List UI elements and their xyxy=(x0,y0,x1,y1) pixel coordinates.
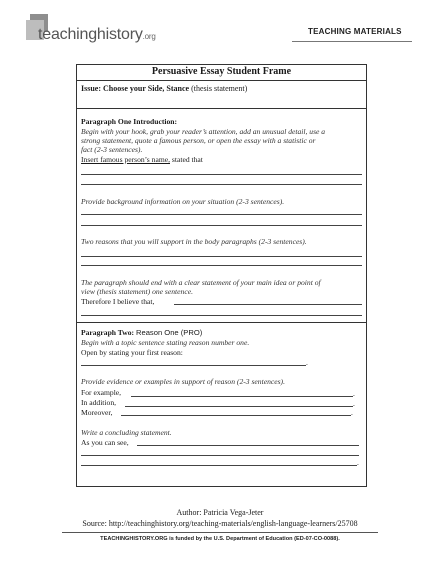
line-end-period: . xyxy=(353,399,355,408)
hook-instruction-line: Begin with your hook, grab your reader’s attention, add an unusual detail, use a xyxy=(81,127,326,136)
issue-row xyxy=(76,81,367,109)
answer-line[interactable] xyxy=(121,415,351,416)
line-end-period: . xyxy=(351,408,353,417)
source-link[interactable]: Source: http://teachinghistory.org/teaching-materials/english-language-learners/25708 xyxy=(82,519,358,528)
footer-divider xyxy=(62,532,378,533)
answer-line[interactable] xyxy=(131,396,353,397)
answer-line[interactable] xyxy=(125,406,353,407)
answer-line[interactable] xyxy=(81,455,359,456)
worksheet-title: Persuasive Essay Student Frame xyxy=(76,64,367,81)
answer-line[interactable] xyxy=(137,445,359,446)
in-addition-prompt: In addition, xyxy=(81,398,117,407)
answer-line[interactable] xyxy=(81,256,362,257)
answer-line[interactable] xyxy=(81,214,362,215)
section-divider xyxy=(76,322,367,323)
answer-line[interactable] xyxy=(81,184,362,185)
issue-label: Issue: Choose your Side, Stance xyxy=(81,84,190,93)
answer-line[interactable] xyxy=(81,265,362,266)
therefore-prompt: Therefore I believe that, xyxy=(81,297,155,306)
moreover-prompt: Moreover, xyxy=(81,408,113,417)
evidence-prompt: Provide evidence or examples in support of reason (2-3 sentences). xyxy=(81,377,285,386)
paragraph-two-heading: Paragraph Two: Reason One (PRO) xyxy=(81,328,203,337)
site-logo[interactable] xyxy=(26,12,156,48)
for-example-prompt: For example, xyxy=(81,388,122,397)
answer-line[interactable] xyxy=(81,465,357,466)
line-end-period: . xyxy=(353,389,355,398)
answer-line[interactable] xyxy=(81,174,362,175)
header-divider xyxy=(292,41,412,42)
line-end-period: . xyxy=(306,358,308,367)
as-you-can-see-prompt: As you can see, xyxy=(81,438,129,447)
hook-instruction-line: fact (2-3 sentences). xyxy=(81,145,143,154)
section-label: TEACHING MATERIALS xyxy=(308,27,402,36)
reasons-prompt: Two reasons that you will support in the body paragraphs (2-3 sentences). xyxy=(81,237,307,246)
answer-line[interactable] xyxy=(81,365,306,366)
background-prompt: Provide background information on your situation (2-3 sentences). xyxy=(81,197,285,206)
author-credit: Author: Patricia Vega-Jeter xyxy=(176,508,264,517)
thesis-instruction-line: view (thesis statement) one sentence. xyxy=(81,287,193,296)
concluding-prompt: Write a concluding statement. xyxy=(81,428,172,437)
topic-sentence-prompt: Begin with a topic sentence stating reason number one. xyxy=(81,338,250,347)
famous-person-prompt: Insert famous person’s name, stated that xyxy=(81,155,203,164)
paragraph-one-heading: Paragraph One Introduction: xyxy=(81,117,178,126)
funding-notice: TEACHINGHISTORY.ORG is funded by the U.S. Department of Education (ED-07-CO-0088). xyxy=(100,536,340,542)
logo-wordmark: teachinghistory.org xyxy=(38,26,156,43)
answer-line[interactable] xyxy=(81,315,362,316)
first-reason-prompt: Open by stating your first reason: xyxy=(81,348,183,357)
answer-line[interactable] xyxy=(81,225,362,226)
line-end-period: . xyxy=(357,458,359,467)
hook-instruction-line: strong statement, quote a famous person, or open the essay with a statistic or xyxy=(81,136,316,145)
issue-note: (thesis statement) xyxy=(191,84,248,93)
thesis-instruction-line: The paragraph should end with a clear statement of your main idea or point of xyxy=(81,278,321,287)
answer-line[interactable] xyxy=(174,304,362,305)
